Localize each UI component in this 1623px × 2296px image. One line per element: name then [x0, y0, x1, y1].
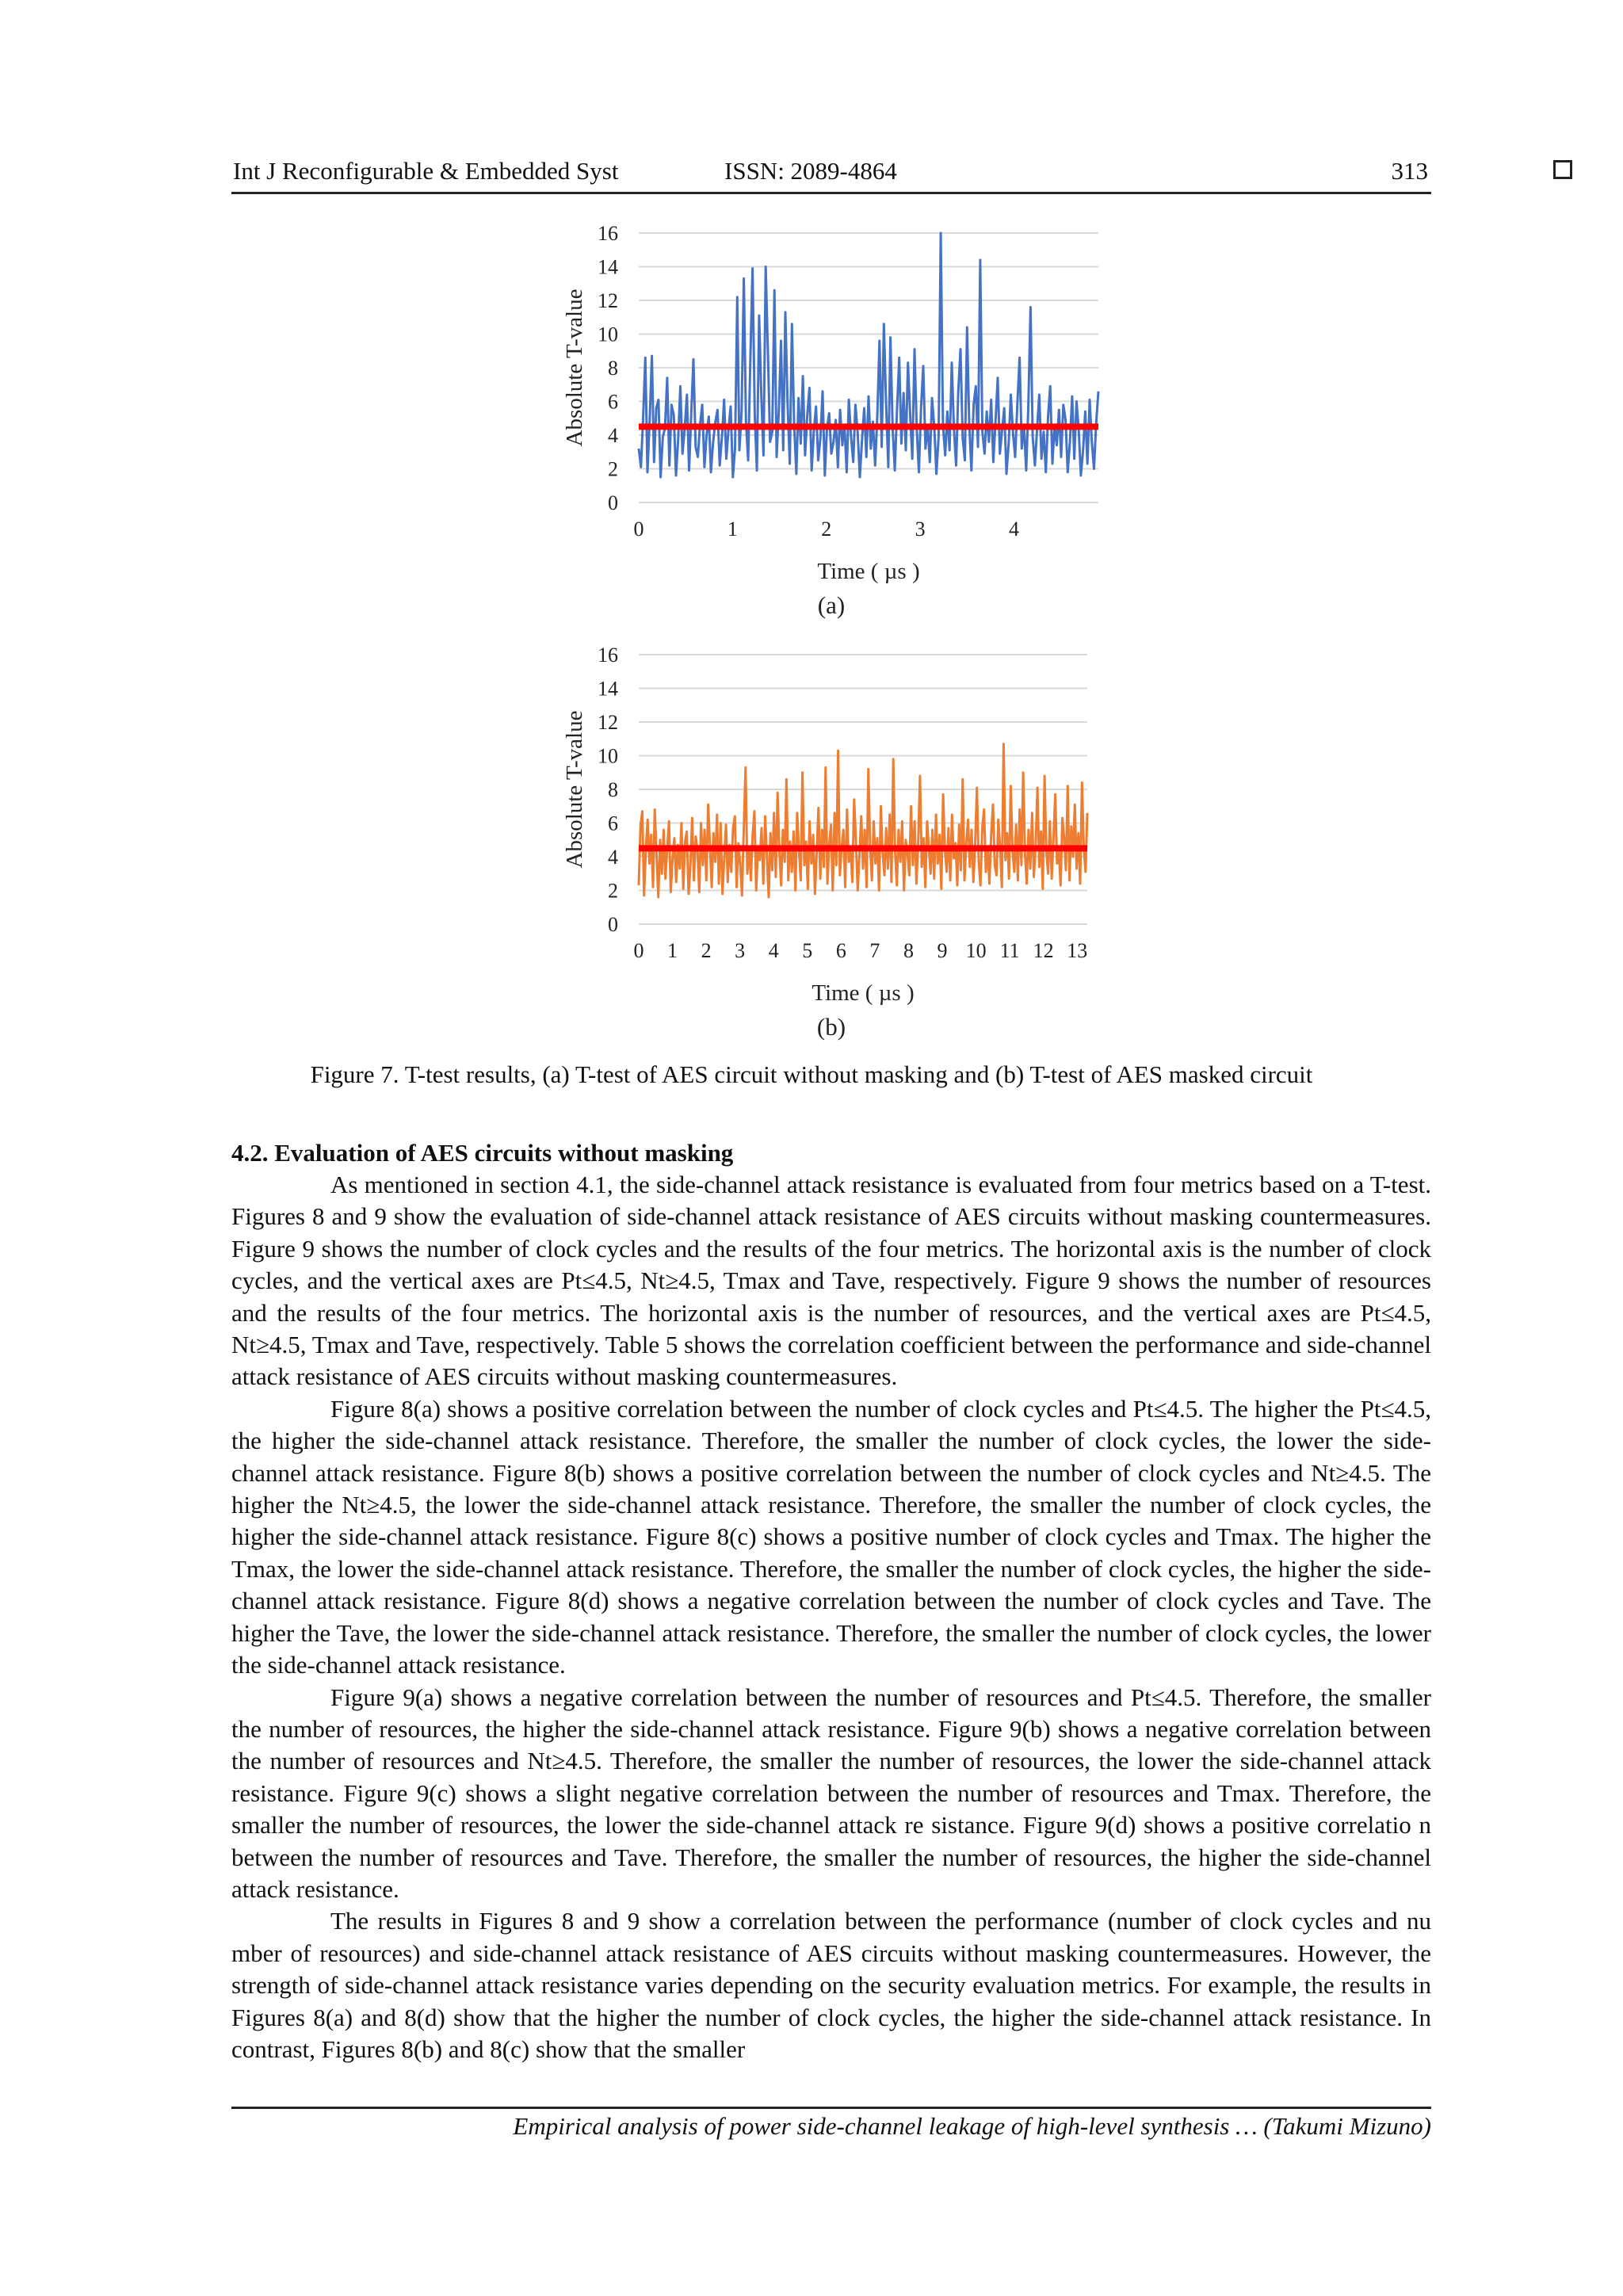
x-tick-label: 12: [1033, 939, 1054, 962]
body-text: [231, 1169, 1431, 2065]
x-tick-label: 4: [768, 939, 779, 962]
y-tick-label: 10: [598, 744, 618, 768]
y-tick-label: 8: [608, 778, 618, 801]
figure-7: [0, 0, 1623, 1041]
y-tick-label: 2: [608, 457, 618, 481]
x-tick-label: 1: [667, 939, 678, 962]
y-tick-label: 4: [608, 846, 618, 869]
y-tick-label: 6: [608, 390, 618, 414]
panel-label: (b): [816, 1013, 846, 1041]
y-tick-label: 16: [598, 644, 618, 667]
y-tick-label: 4: [608, 424, 618, 447]
paragraph: As mentioned in section 4.1, the side-channel attack resistance is evaluated from four metrics based on a T-test. Figures 8 and 9 show the evaluation of side-channel attack resistance of AES circuits without masking countermeasures. Figure 9 shows the number of clock cycles and the results of the four metrics. The horizontal axis is the number of clock cycles, and the vertical axes are Pt≤4.5, Nt≥4.5, Tmax and Tave, respectively. Figure 9 shows the number of resources and the results of the four metrics. The horizontal axis is the number of resources, and the vertical axes are Pt≤4.5, Nt≥4.5, Tmax and Tave, respectively. Table 5 shows the correlation coefficient between the performance and side-channel attack resistance of AES circuits without masking countermeasures.: [231, 1171, 1431, 1391]
paragraph: Figure 8(a) shows a positive correlation between the number of clock cycles and Pt≤4.5. The higher the Pt≤4.5, the higher the side-channel attack resistance. Therefore, the smaller the number of clock cycles, the lower the side-channel attack resistance. Figure 8(b) shows a positive correlation between the number of clock cycles and Nt≥4.5. The higher the Nt≥4.5, the lower the side-channel attack resistance. Therefore, the smaller the number of clock cycles, the higher the side-channel attack resistance. Figure 8(c) shows a positive number of clock cycles and Tmax. The higher the Tmax, the lower the side-channel attack resistance. Therefore, the smaller the number of clock cycles, the higher the side-channel attack resistance. Figure 8(d) shows a negative correlation between the number of clock cycles and Tave. The higher the Tave, the lower the side-channel attack resistance. Therefore, the smaller the number of clock cycles, the lower the side-channel attack resistance.: [231, 1394, 1431, 1679]
x-axis-label: Time ( µs ): [817, 559, 920, 584]
x-tick-label: 4: [1008, 518, 1019, 541]
x-axis-label: Time ( µs ): [812, 980, 915, 1006]
x-tick-label: 0: [633, 518, 644, 541]
page-number: 313: [1391, 157, 1428, 185]
x-tick-label: 7: [869, 939, 880, 962]
x-tick-label: 8: [903, 939, 914, 962]
y-axis-label: Absolute T-value: [562, 288, 587, 447]
x-tick-label: 13: [1067, 939, 1088, 962]
panel-label: (a): [817, 591, 846, 619]
x-tick-label: 9: [937, 939, 948, 962]
y-axis-label: Absolute T-value: [562, 710, 587, 869]
y-tick-label: 16: [598, 222, 618, 245]
chart-b: [547, 634, 1117, 1041]
x-tick-label: 1: [727, 518, 738, 541]
x-tick-label: 2: [701, 939, 712, 962]
x-tick-label: 2: [821, 518, 832, 541]
section-heading: 4.2. Evaluation of AES circuits without masking: [231, 1139, 734, 1167]
figure-caption: Figure 7. T-test results, (a) T-test of AES circuit without masking and (b) T-test of AES masked circuit: [310, 1060, 1313, 1088]
x-tick-label: 3: [915, 518, 926, 541]
y-tick-label: 12: [598, 289, 618, 312]
paragraph: Figure 9(a) shows a negative correlation between the number of resources and Pt≤4.5. Therefore, the smaller the number of resources, the higher the side-channel attack resistance. Figure 9(b) shows a negative correlation between the number of resources and Nt≥4.5. Therefore, the smaller the number of resources, the lower the side-channel attack resistance. Figure 9(c) shows a slight negative correlation between the number of resources and Tmax. Therefore, the smaller the number of resources, the lower the side-channel attack re sistance. Figure 9(d) shows a positive correlatio n between the number of resources and Tave. Therefore, the smaller the number of resources, the higher the side-channel attack resistance.: [231, 1683, 1431, 1903]
y-tick-label: 10: [598, 323, 618, 346]
footer-text: Empirical analysis of power side-channel leakage of high-level synthesis … (Takumi Mizuno): [513, 2112, 1431, 2140]
x-tick-label: 3: [735, 939, 746, 962]
y-tick-label: 14: [598, 677, 618, 701]
y-tick-label: 0: [608, 491, 618, 514]
running-footer: [231, 2107, 1431, 2141]
series-line-t-value: [639, 233, 1098, 477]
y-tick-label: 2: [608, 879, 618, 903]
x-tick-label: 6: [835, 939, 846, 962]
series-line-t-value: [639, 744, 1087, 897]
issn: ISSN: 2089-4864: [724, 157, 897, 185]
paragraph: The results in Figures 8 and 9 show a correlation between the performance (number of clock cycles and nu mber of resources) and side-channel attack resistance of AES circuits without masking countermeasures. However, the strength of side-channel attack resistance varies depending on the security evaluation metrics. For example, the results in Figures 8(a) and 8(d) show that the higher the number of clock cycles, the higher the side-channel attack resistance. In contrast, Figures 8(b) and 8(c) show that the smaller: [231, 1907, 1431, 2063]
y-tick-label: 12: [598, 711, 618, 734]
x-tick-label: 5: [802, 939, 813, 962]
chart-a: [547, 214, 1117, 618]
x-tick-label: 0: [633, 939, 644, 962]
y-tick-label: 8: [608, 357, 618, 380]
y-tick-label: 14: [598, 255, 618, 279]
journal-name: Int J Reconfigurable & Embedded Syst: [233, 157, 619, 185]
x-tick-label: 11: [999, 939, 1020, 962]
y-tick-label: 6: [608, 812, 618, 835]
y-tick-label: 0: [608, 913, 618, 936]
x-tick-label: 10: [965, 939, 987, 962]
